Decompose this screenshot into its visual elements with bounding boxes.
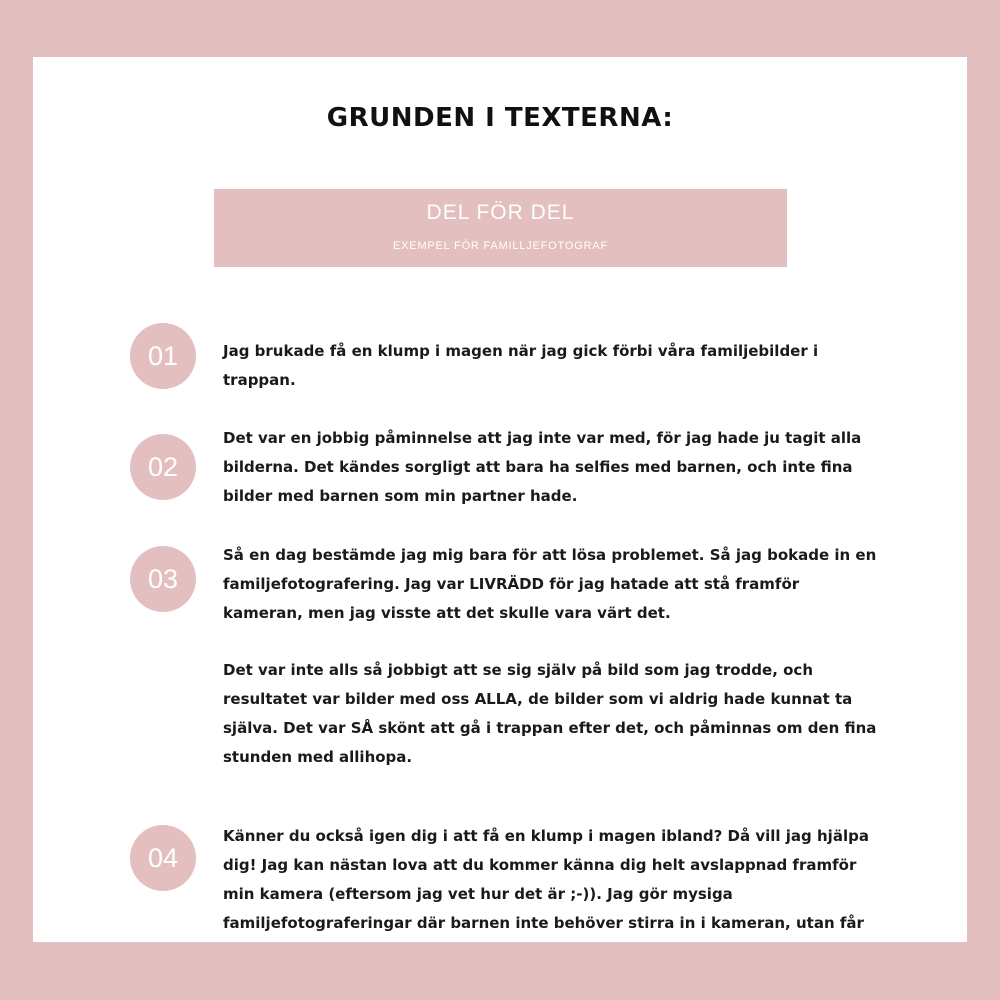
section-banner <box>214 189 787 267</box>
step-text: Det var en jobbig påminnelse att jag inte var med, för jag hade ju tagit alla bilderna. Det kändes sorgligt att bara ha selfies med barnen, och inte fina bilder med barnen som min partner hade. <box>223 429 862 505</box>
step-text: Jag brukade få en klump i magen när jag gick förbi våra familjebilder i trappan. <box>223 342 819 389</box>
banner-title: DEL FÖR DEL <box>426 201 575 224</box>
step-text: Så en dag bestämde jag mig bara för att lösa problemet. Så jag bokade in en familjefotografering. Jag var LIVRÄDD för jag hatade att stå framför kameran, men jag visste att det skulle vara värt det. <box>223 546 877 622</box>
content-card <box>33 57 967 942</box>
banner-subtitle: EXEMPEL FÖR FAMILLJEFOTOGRAF <box>393 240 608 252</box>
step-number-badge: 03 <box>130 546 196 612</box>
step-number-badge: 04 <box>130 825 196 891</box>
step-number-badge: 02 <box>130 434 196 500</box>
page-title: GRUNDEN I TEXTERNA: <box>326 103 674 133</box>
step-text: Det var inte alls så jobbigt att se sig själv på bild som jag trodde, och resultatet var bilder med oss ALLA, de bilder som vi aldrig hade kunnat ta själva. Det var SÅ skönt att gå i trappan efter det, och påminnas om den fina stunden med allihopa. <box>223 661 877 766</box>
step-text: Känner du också igen dig i att få en klump i magen ibland? Då vill jag hjälpa dig! Jag kan nästan lova att du kommer känna dig helt avslappnad framför min kamera (eftersom jag vet hur det är ;-)). Jag gör mysiga familjefotograferingar där barnen inte behöver stirra in i kameran, utan får <box>223 827 869 932</box>
step-number-badge: 01 <box>130 323 196 389</box>
